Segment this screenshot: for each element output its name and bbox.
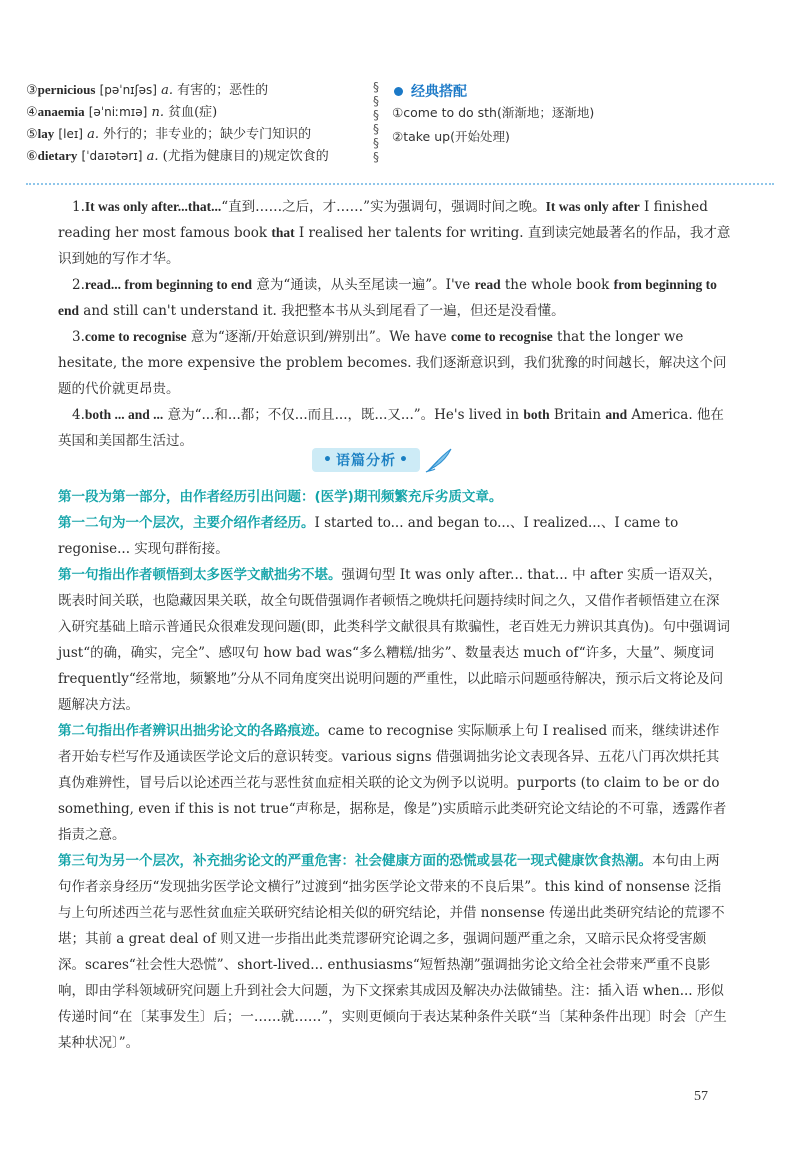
chain-link-icon: § [373,122,379,136]
collocation-item: ①come to do sth(渐渐地；逐渐地) [392,105,595,120]
chain-divider [369,80,383,170]
note-paragraph: 4.both ... and ... 意为“...和...都；不仅...而且...，既...又...”。He's lived in both Britain and America. 他在英国和美国都生活过。 [58,407,724,449]
vocab-definition: 外行的；非专业的；缺少专门知识的 [103,127,312,142]
note-paragraph: 3.come to recognise 意为“逐渐/开始意识到/辨别出”。We have come to recognise that the longer we hesitate, the more expensive the problem becomes. 我们逐渐意识到，我们犹豫的时间越长，解决这个问题的代价就更昂贵。 [58,329,727,397]
vocab-item: ③pernicious [pəˈnɪʃəs] a. 有害的；恶性的 [26,82,269,98]
page-number: 57 [694,1089,708,1104]
vocab-word: dietary [37,148,78,163]
note-paragraph: 1.It was only after...that...“直到……之后，才……”实为强调句，强调时间之晚。It was only after I finished reading her most famous book that I realised her talents for writing. 直到读完她最著名的作品，我才意识到她的写作才华。 [58,199,731,267]
collocation-heading: 经典搭配 [392,82,772,100]
collocation-item: ②take up(开始处理) [392,129,510,144]
vocab-item: ⑤lay [leɪ] a. 外行的；非专业的；缺少专门知识的 [26,126,312,142]
vocab-item: ⑥dietary [ˈdaɪətərɪ] a. (尤指为健康目的)规定饮食的 [26,148,329,164]
analysis-paragraph: 第三句为另一个层次，补充拙劣论文的严重危害：社会健康方面的恐慌或昙花一现式健康饮食热潮。本句由上两句作者亲身经历“发现拙劣医学论文横行”过渡到“拙劣医学论文带来的不良后果”。this kind of nonsense 泛指与上句所述西兰花与恶性贫血症关联研究结论相关似的研究结论，并借 nonsense 传递出此类研究结论的荒谬不堪；其前 a great deal of 则又进一步指出此类荒谬研究论调之多，强调问题严重之余，又暗示民众将受害颇深。scares“社会性大恐慌”、short-lived... enthusiasms“短暂热潮”强调拙劣论文给全社会带来严重不良影响，即由学科领域研究问题上升到社会大问题，为下文探索其成因及解决办法做铺垫。注：插入语 when... 形似传递时间“在〔某事发生〕后；一……就……”，实则更倾向于表达某种条件关联“当〔某种条件出现〕时会〔产生某种状况〕”。 [58,853,727,1051]
discourse-analysis [58,484,732,1056]
vocab-word: anaemia [37,104,85,119]
vocab-definition: (尤指为健康目的)规定饮食的 [162,149,329,164]
bullet-icon [394,87,403,96]
vocab-phonetic: [leɪ] [58,127,83,141]
vocab-definition: 有害的；恶性的 [177,83,269,98]
section-banner: • 语篇分析 • [312,446,454,474]
chain-link-icon: § [373,108,379,122]
analysis-paragraph: 第一句指出作者顿悟到太多医学文献拙劣不堪。强调句型 It was only after... that... 中 after 实质一语双关，既表时间关联，也隐藏因果关联，故全句既借强调作者顿悟之晚烘托问题持续时间之久，又借作者顿悟建立在深入研究基础上暗示普通民众很难发现问题(即，此类科学文献很具有欺骗性，老百姓无力辨识其真伪)。句中强调词 just“的确，确实，完全”、感叹句 how bad was“多么糟糕/拙劣”、数量表达 much of“许多，大量”、频度词 frequently“经常地，频繁地”分从不同角度突出说明问题的严重性，以此暗示问题亟待解决，预示后文将论及问题解决方法。 [58,567,731,713]
chain-link-icon: § [373,150,379,164]
chain-link-icon: § [373,136,379,150]
vocab-definition: 贫血(症) [168,105,218,120]
quill-pen-icon [424,447,454,473]
note-paragraph: 2.read... from beginning to end 意为“通读，从头至尾读一遍”。I've read the whole book from beginning to end and still can't understand it. 我把整本书从头到尾看了一遍，但还是没看懂。 [58,277,717,319]
vocab-word: lay [37,126,55,141]
analysis-paragraph: 第二句指出作者辨识出拙劣论文的各路痕迹。came to recognise 实际顺承上句 I realised 而来，继续讲述作者开始专栏写作及通读医学论文后的意识转变。various signs 借强调拙劣论文表现各异、五花八门再次烘托其真伪难辨性，冒号后以论述西兰花与恶性贫血症相关联的论文为例予以说明。purports (to claim to be or do something, even if this is not true“声称是，据称是，像是”)实质暗示此类研究论文结论的不可靠，透露作者指责之意。 [58,723,727,843]
dotted-divider [26,183,774,185]
vocab-phonetic: [pəˈnɪʃəs] [99,83,157,97]
chain-link-icon: § [373,94,379,108]
section-title: 语篇分析 [335,453,396,469]
vocab-item: ④anaemia [əˈniːmɪə] n. 贫血(症) [26,104,218,120]
chain-link-icon: § [373,80,379,94]
vocab-phonetic: [əˈniːmɪə] [88,105,148,119]
vocabulary-list [26,79,376,167]
collocation-box [392,82,772,148]
language-notes [58,194,732,454]
vocab-phonetic: [ˈdaɪətərɪ] [81,149,143,163]
analysis-paragraph: 第一二句为一个层次，主要介绍作者经历。I started to... and began to...、I realized...、I came to regonise... 实现句群衔接。 [58,515,679,557]
vocab-word: pernicious [37,82,96,97]
analysis-paragraph: 第一段为第一部分，由作者经历引出问题：(医学)期刊频繁充斥劣质文章。 [58,489,503,505]
